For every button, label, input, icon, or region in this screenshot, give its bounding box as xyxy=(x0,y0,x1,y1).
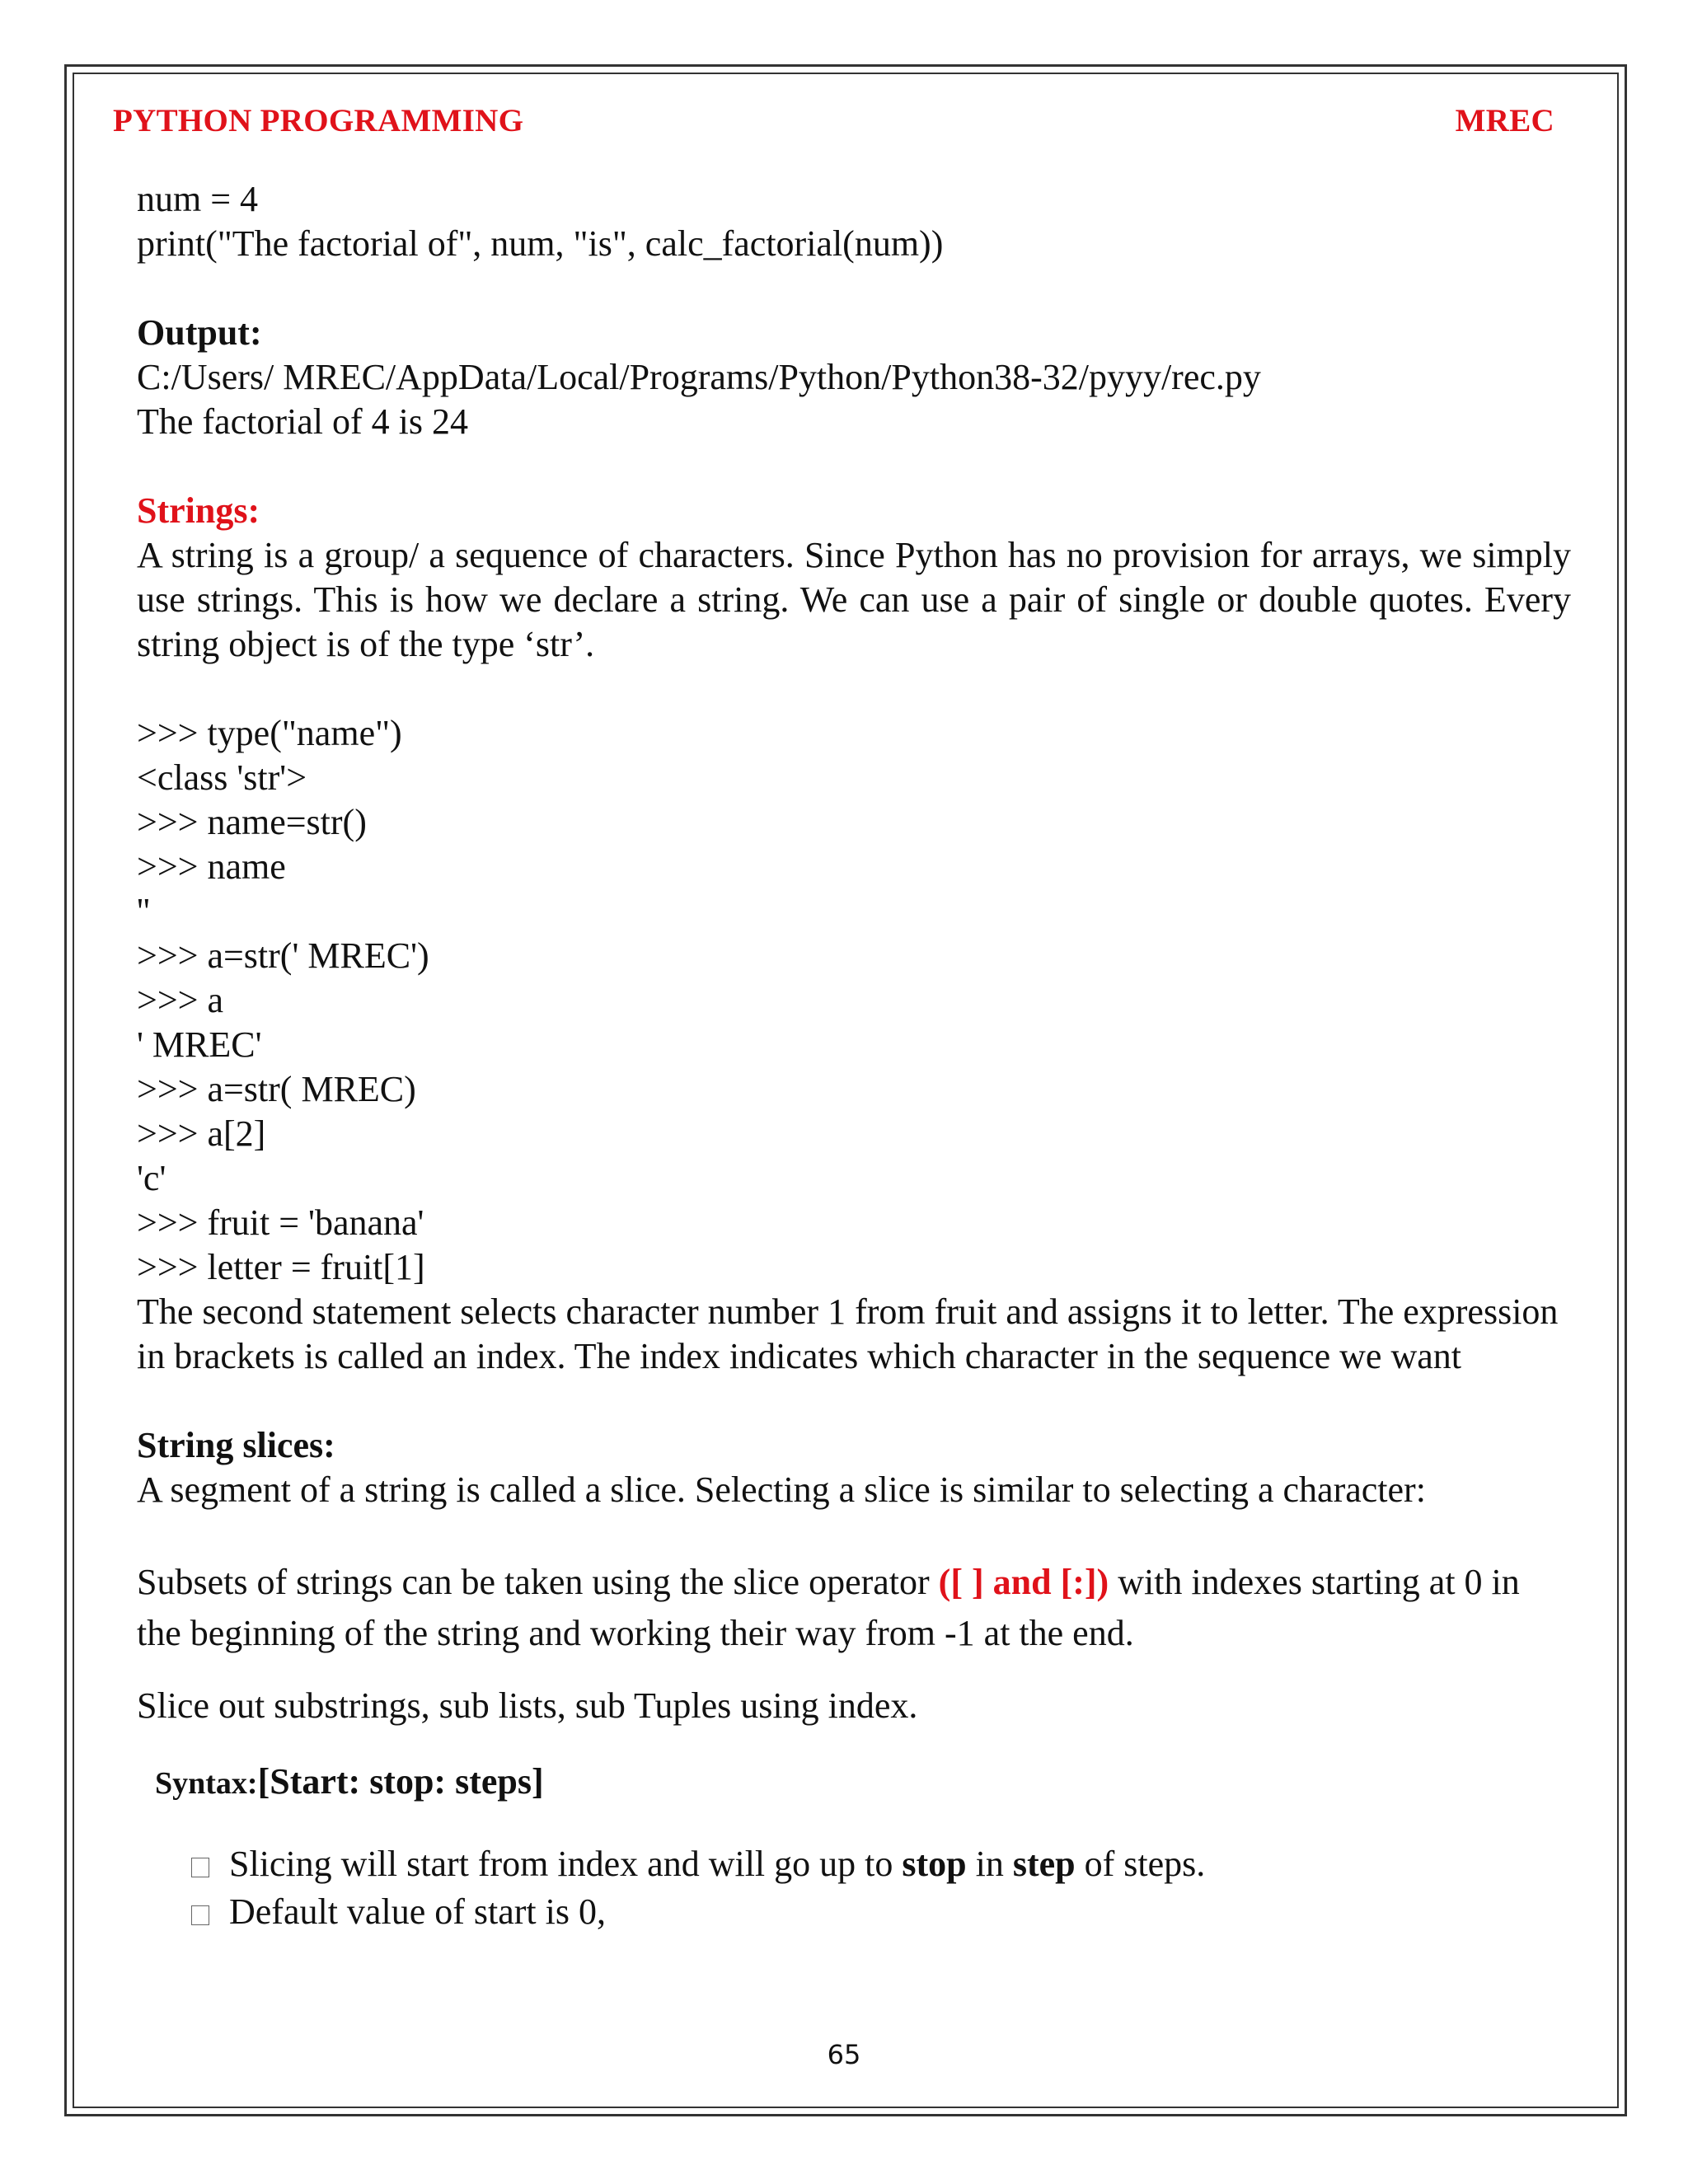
slice-out-text: Slice out substrings, sub lists, sub Tuples using index. xyxy=(137,1685,918,1726)
page-content xyxy=(137,177,1571,1934)
syntax-label: Syntax: xyxy=(155,1766,258,1801)
strings-heading: Strings: xyxy=(137,490,260,531)
page-number: 65 xyxy=(827,2039,861,2070)
bullet-text: in xyxy=(966,1844,1013,1884)
bullet-text: Default value of start is 0, xyxy=(229,1891,606,1932)
bullet-square-icon xyxy=(191,1905,209,1925)
slices-intro: A segment of a string is called a slice. Selecting a slice is similar to selecting a character: xyxy=(137,1469,1426,1510)
output-heading: Output: xyxy=(137,312,262,353)
code-line: ' MREC' xyxy=(137,1024,262,1065)
code-line: 'c' xyxy=(137,1158,166,1198)
header-course-title: PYTHON PROGRAMMING xyxy=(113,103,524,138)
code-line: >>> name=str() xyxy=(137,802,367,842)
bullet-text: of steps. xyxy=(1075,1844,1206,1884)
bullet-item xyxy=(191,1842,1571,1886)
code-line: >>> name xyxy=(137,846,286,887)
bullet-square-icon xyxy=(191,1858,209,1877)
subsets-text-after: with indexes starting at 0 in the beginning of the string and working their way from -1 at the end. xyxy=(137,1562,1520,1653)
subsets-text-before: Subsets of strings can be taken using the slice operator xyxy=(137,1562,939,1602)
header-institution: MREC xyxy=(1455,103,1554,138)
code-line: >>> type("name") xyxy=(137,713,402,753)
code-line: >>> a[2] xyxy=(137,1113,266,1154)
index-explanation: The second statement selects character number 1 from fruit and assigns it to letter. The expression in brackets is called an index. The index indicates which character in the sequence we want xyxy=(137,1291,1559,1376)
code-line: >>> a=str( MREC) xyxy=(137,1069,416,1109)
code-line: <class 'str'> xyxy=(137,757,307,798)
code-line: >>> a=str(' MREC') xyxy=(137,935,429,976)
slices-subsets-paragraph xyxy=(137,1557,1571,1659)
code-line: >>> a xyxy=(137,980,223,1020)
slices-heading: String slices: xyxy=(137,1425,335,1465)
syntax-line xyxy=(155,1760,1571,1806)
syntax-value: [Start: stop: steps] xyxy=(257,1761,544,1802)
strings-paragraph: A string is a group/ a sequence of characters. Since Python has no provision for arrays, we simply use strings. This is how we declare a string. We can use a pair of single or double quotes. Every string object is of the type ‘str’. xyxy=(137,535,1571,664)
code-line: num = 4 xyxy=(137,179,259,219)
code-line: '' xyxy=(137,891,150,931)
bullet-bold-stop: stop xyxy=(902,1844,967,1884)
code-line: >>> fruit = 'banana' xyxy=(137,1202,424,1243)
code-line: print("The factorial of", num, "is", calc_factorial(num)) xyxy=(137,223,944,264)
output-line: The factorial of 4 is 24 xyxy=(137,401,468,442)
slice-operator-highlight: ([ ] and [:]) xyxy=(938,1562,1109,1602)
code-line: >>> letter = fruit[1] xyxy=(137,1247,425,1287)
bullet-text: Slicing will start from index and will go up to xyxy=(229,1844,903,1884)
bullet-item xyxy=(191,1890,1571,1934)
bullet-bold-step: step xyxy=(1012,1844,1076,1884)
output-line: C:/Users/ MREC/AppData/Local/Programs/Python/Python38-32/pyyy/rec.py xyxy=(137,357,1261,397)
